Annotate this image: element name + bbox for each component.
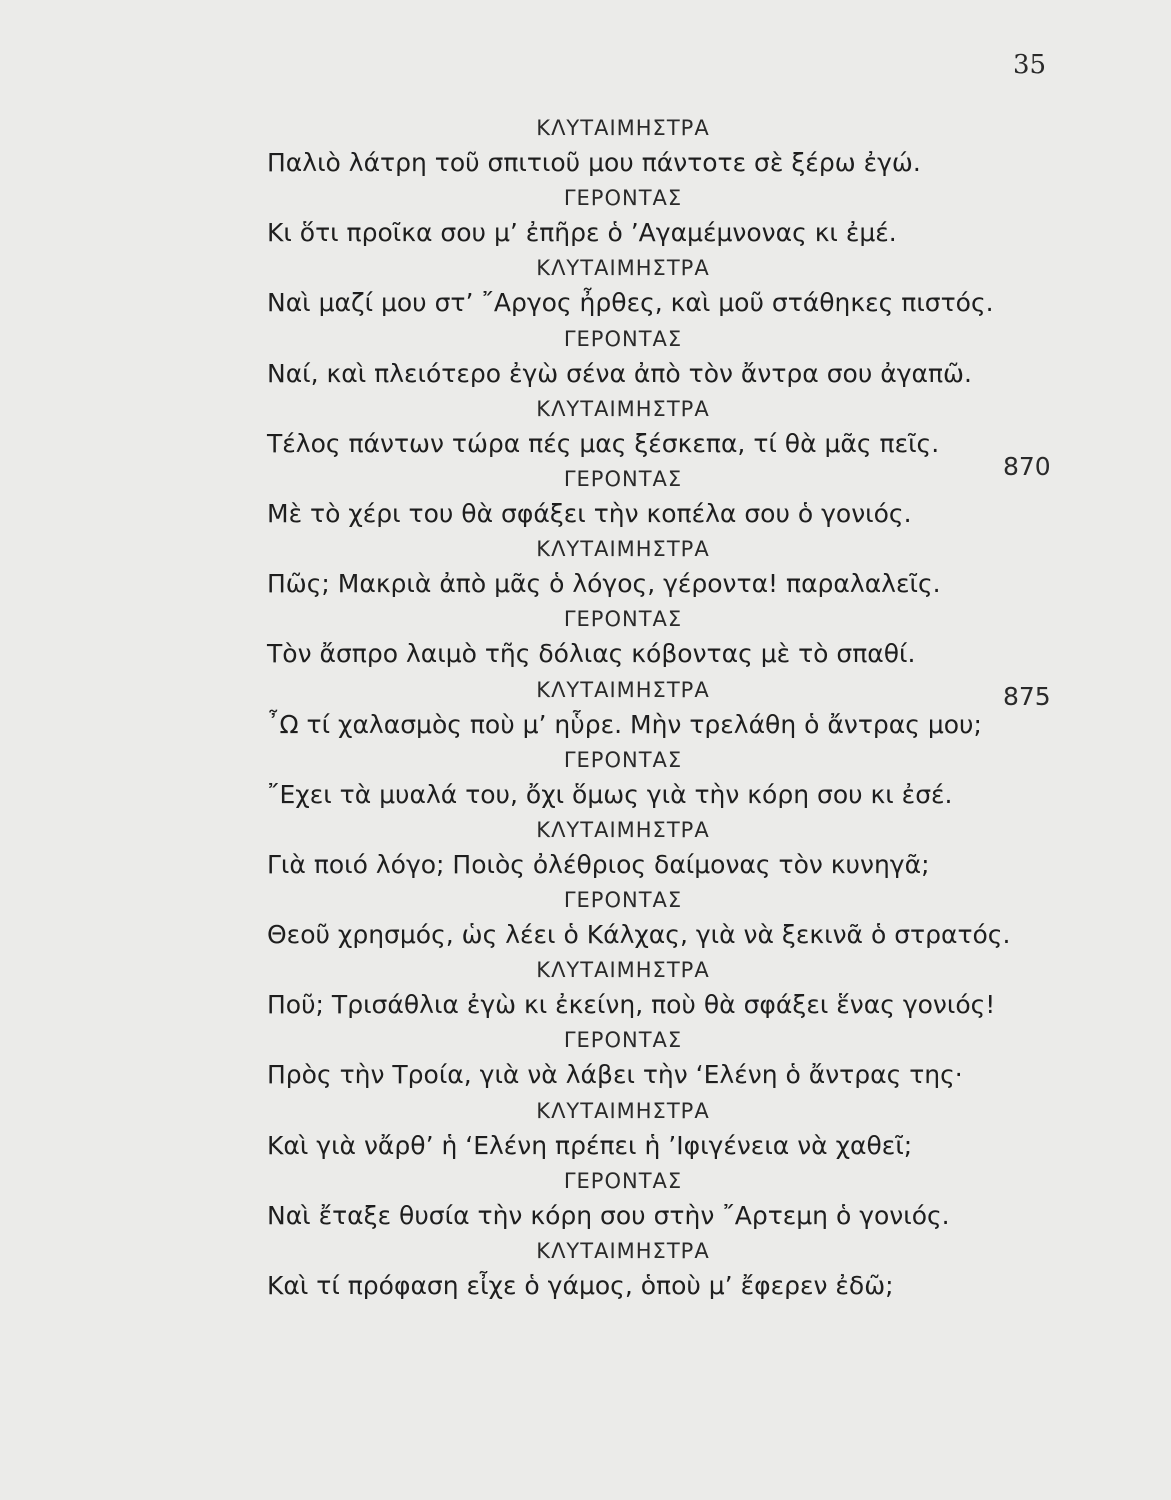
verse-line: Τὸν ἄσπρο λαιμὸ τῆς δόλιας κόβοντας μὲ τὸ σπαθί. bbox=[267, 639, 916, 669]
dialogue-entry bbox=[263, 1095, 983, 1165]
verse-line: Ποῦ; Τρισάθλια ἐγὼ κι ἐκείνη, ποὺ θὰ σφάξει ἕνας γονιός! bbox=[267, 990, 996, 1020]
dialogue-entry bbox=[263, 674, 983, 744]
speaker-name: ΓΕΡΟΝΤΑΣ bbox=[563, 1168, 683, 1193]
dialogue-entry bbox=[263, 112, 983, 182]
speaker-name: ΚΛΥΤΑΙΜΗΣΤΡΑ bbox=[536, 677, 710, 702]
dialogue-entry bbox=[263, 1024, 983, 1094]
verse-line: Καὶ γιὰ νἄρθ’ ἡ ‘Ελένη πρέπει ἡ ’Ιφιγένεια νὰ χαθεῖ; bbox=[267, 1130, 913, 1160]
speaker-name: ΚΛΥΤΑΙΜΗΣΤΡΑ bbox=[536, 817, 710, 842]
speaker-name: ΓΕΡΟΝΤΑΣ bbox=[563, 326, 683, 351]
speaker-name: ΓΕΡΟΝΤΑΣ bbox=[563, 747, 683, 772]
speaker-name: ΚΛΥΤΑΙΜΗΣΤΡΑ bbox=[536, 396, 710, 421]
verse-line: Ναί, καὶ πλειότερο ἐγὼ σένα ἀπὸ τὸν ἄντρα σου ἀγαπῶ. bbox=[267, 358, 972, 388]
verse-line: Θεοῦ χρησμός, ὡς λέει ὁ Κάλχας, γιὰ νὰ ξεκινᾶ ὁ στρατός. bbox=[267, 920, 1011, 950]
verse-line: ῏Ω τί χαλασμὸς ποὺ μ’ ηὗρε. Μὴν τρελάθη ὁ ἄντρας μου; bbox=[267, 709, 982, 739]
line-number: 875 bbox=[1003, 682, 1051, 711]
dialogue-entry bbox=[263, 814, 983, 884]
page-number: 35 bbox=[1013, 50, 1047, 80]
speaker-name: ΚΛΥΤΑΙΜΗΣΤΡΑ bbox=[536, 256, 710, 281]
dialogue-entry bbox=[263, 1235, 983, 1305]
speaker-name: ΚΛΥΤΑΙΜΗΣΤΡΑ bbox=[536, 1098, 710, 1123]
verse-line: Μὲ τὸ χέρι του θὰ σφάξει τὴν κοπέλα σου ὁ γονιός. bbox=[267, 498, 912, 528]
verse-line: Παλιὸ λάτρη τοῦ σπιτιοῦ μου πάντοτε σὲ ξέρω ἐγώ. bbox=[267, 148, 921, 177]
speaker-name: ΚΛΥΤΑΙΜΗΣΤΡΑ bbox=[536, 116, 710, 140]
dialogue-entry bbox=[263, 463, 983, 533]
dialogue-entry bbox=[263, 252, 994, 322]
verse-line: Ναὶ ἔταξε θυσία τὴν κόρη σου στὴν ῎Αρτεμη ὁ γονιός. bbox=[267, 1200, 950, 1230]
verse-line: Τέλος πάντων τώρα πές μας ξέσκεπα, τί θὰ μᾶς πεῖς. bbox=[267, 428, 940, 458]
speaker-name: ΓΕΡΟΝΤΑΣ bbox=[563, 466, 683, 491]
dialogue-entry bbox=[263, 182, 983, 252]
dialogue-entry bbox=[263, 323, 983, 393]
dialogue-entry bbox=[263, 954, 996, 1024]
speaker-name: ΚΛΥΤΑΙΜΗΣΤΡΑ bbox=[536, 537, 710, 562]
verse-line: ῎Εχει τὰ μυαλά του, ὄχι ὅμως γιὰ τὴν κόρη σου κι ἐσέ. bbox=[267, 779, 953, 809]
dialogue-entry bbox=[263, 884, 1011, 954]
verse-line: Κι ὅτι προῖκα σου μ’ ἐπῆρε ὁ ’Αγαμέμνονας κι ἐμέ. bbox=[267, 218, 897, 248]
speaker-name: ΚΛΥΤΑΙΜΗΣΤΡΑ bbox=[536, 1239, 710, 1263]
speaker-name: ΓΕΡΟΝΤΑΣ bbox=[563, 607, 683, 632]
line-number: 870 bbox=[1003, 452, 1051, 481]
verse-line: Πρὸς τὴν Τροία, γιὰ νὰ λάβει τὴν ‘Ελένη ὁ ἄντρας της· bbox=[267, 1060, 963, 1090]
verse-line: Πῶς; Μακριὰ ἀπὸ μᾶς ὁ λόγος, γέροντα! παραλαλεῖς. bbox=[267, 569, 941, 599]
dialogue-entry bbox=[263, 533, 983, 603]
dialogue-block bbox=[263, 112, 1011, 1305]
dialogue-entry bbox=[263, 744, 983, 814]
speaker-name: ΓΕΡΟΝΤΑΣ bbox=[563, 888, 683, 913]
dialogue-entry bbox=[263, 603, 983, 673]
speaker-name: ΓΕΡΟΝΤΑΣ bbox=[563, 1028, 683, 1053]
verse-line: Ναὶ μαζί μου στ’ ῎Αργος ἦρθες, καὶ μοῦ στάθηκες πιστός. bbox=[267, 288, 994, 318]
verse-line: Καὶ τί πρόφαση εἶχε ὁ γάμος, ὁποὺ μ’ ἔφερεν ἐδῶ; bbox=[267, 1271, 894, 1300]
dialogue-entry bbox=[263, 1165, 983, 1235]
speaker-name: ΓΕΡΟΝΤΑΣ bbox=[563, 186, 683, 211]
speaker-name: ΚΛΥΤΑΙΜΗΣΤΡΑ bbox=[536, 958, 710, 983]
dialogue-entry bbox=[263, 393, 983, 463]
verse-line: Γιὰ ποιό λόγο; Ποιὸς ὀλέθριος δαίμονας τὸν κυνηγᾶ; bbox=[267, 849, 930, 879]
